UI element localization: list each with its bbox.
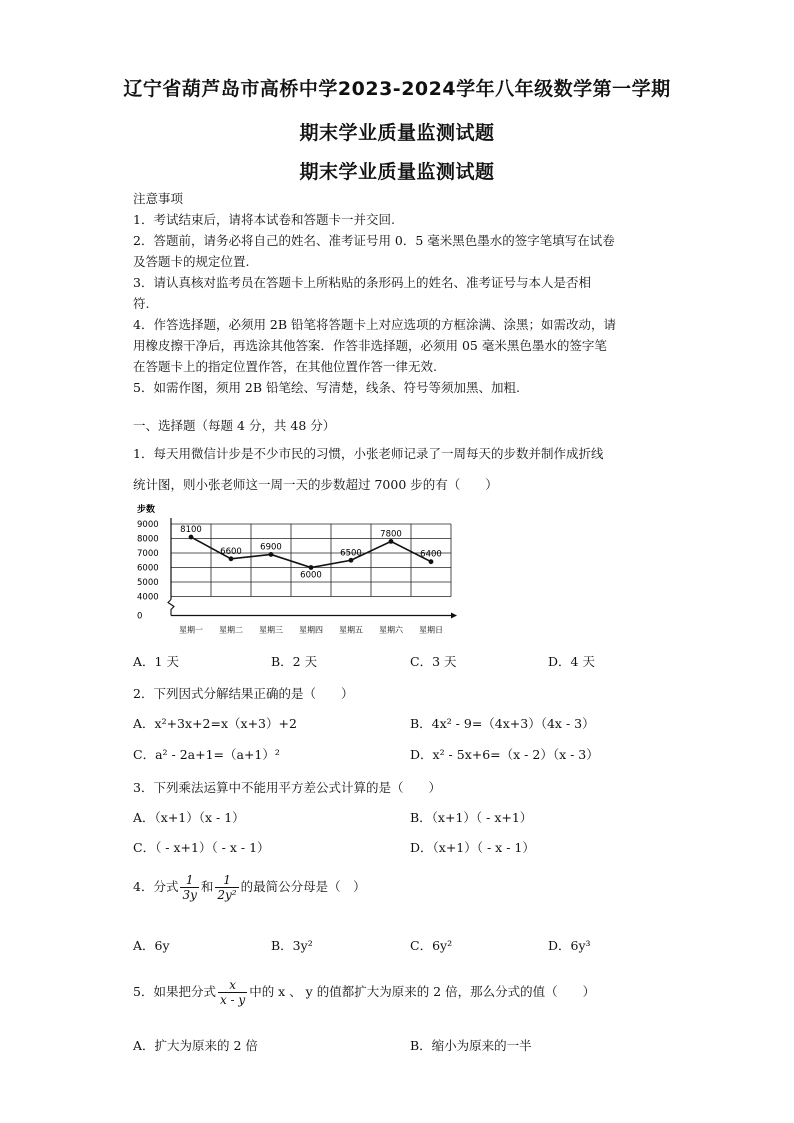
q3-option-c: C．（ - x+1）（ - x - 1） [133, 840, 270, 855]
chart-y-tick-label: 9000 [137, 520, 159, 530]
chart-x-tick-label: 星期六 [379, 625, 403, 635]
section-heading: 一、选择题（每题 4 分，共 48 分） [133, 418, 336, 433]
q3-option-d: D．（x+1）（ - x - 1） [410, 840, 535, 855]
q2-option-d: D．x² - 5x+6=（x - 2）（x - 3） [410, 747, 599, 762]
chart-axis-break [168, 600, 174, 616]
chart-data-label: 6900 [260, 542, 282, 553]
q5-option-b: B．缩小为原来的一半 [410, 1038, 532, 1053]
q2-option-c: C．a² - 2a+1=（a+1）² [133, 747, 280, 762]
chart-data-label: 8100 [180, 525, 202, 536]
chart-data-label: 6500 [340, 548, 362, 559]
chart-x-tick-label: 星期五 [339, 625, 363, 635]
chart-data-label: 6400 [420, 549, 442, 560]
q2-stem: 2．下列因式分解结果正确的是（ ） [133, 686, 354, 701]
q2-option-a: A．x²+3x+2=x（x+3）+2 [133, 716, 297, 731]
note-line: 在答题卡上的指定位置作答，在其他位置作答一律无效. [133, 359, 437, 374]
chart-x-tick-label: 星期一 [179, 625, 203, 635]
note-line: 用橡皮擦干净后，再选涂其他答案．作答非选择题，必须用 05 毫米黑色墨水的签字笔 [133, 338, 607, 353]
exam-title-line-2: 期末学业质量监测试题 [299, 122, 495, 144]
chart-data-point [269, 552, 274, 557]
note-line: 1．考试结束后，请将本试卷和答题卡一并交回. [133, 212, 395, 227]
note-line: 及答题卡的规定位置. [133, 254, 250, 269]
note-line: 5．如需作图，须用 2B 铅笔绘、写清楚，线条、符号等须加黑、加粗. [133, 380, 521, 395]
chart-data-point [309, 565, 314, 570]
q5-fraction [218, 978, 247, 1007]
q2-option-b: B．4x² - 9=（4x+3）（4x - 3） [410, 716, 595, 731]
chart-y-tick-label: 5000 [137, 578, 159, 588]
chart-y-tick-label: 8000 [137, 534, 159, 545]
chart-data-label: 6600 [220, 546, 242, 557]
q1-option-d: D．4 天 [548, 654, 595, 669]
chart-y-axis-label: 步数 [137, 505, 156, 515]
chart-y-tick-label: 7000 [137, 549, 159, 559]
chart-x-tick-label: 星期二 [219, 625, 243, 635]
q5-prefix: 5．如果把分式 [133, 984, 216, 999]
q3-option-a: A．（x+1）（x - 1） [133, 810, 245, 825]
chart-data-point [229, 556, 234, 561]
q4-option-d: D．6y³ [548, 938, 591, 953]
exam-title-line-3: 期末学业质量监测试题 [299, 161, 495, 183]
chart-x-tick-label: 星期三 [259, 625, 283, 635]
chart-data-point [189, 535, 194, 540]
note-line: 2．答题前，请务必将自己的姓名、准考证号用 0．5 毫米黑色墨水的签字笔填写在试卷 [133, 233, 615, 248]
q4-stem [133, 873, 366, 902]
q5-stem [133, 978, 595, 1007]
q4-fraction-2-denominator: 2y² [217, 888, 237, 902]
q5-suffix: 中的 x 、 y 的值都扩大为原来的 2 倍，那么分式的值（ ） [249, 984, 596, 999]
steps-line-chart [133, 500, 463, 645]
q3-option-b: B．（x+1）（ - x+1） [410, 810, 533, 825]
chart-data-label: 7800 [380, 529, 402, 540]
note-line: 3．请认真核对监考员在答题卡上所粘贴的条形码上的姓名、准考证号与本人是否相 [133, 275, 591, 290]
q1-option-b: B．2 天 [271, 654, 318, 669]
note-line: 符. [133, 296, 150, 311]
q4-option-c: C．6y² [410, 938, 453, 953]
q4-fraction-2 [215, 873, 238, 902]
q4-fraction-1-denominator: 3y [182, 888, 197, 902]
chart-x-tick-label: 星期日 [419, 625, 443, 635]
chart-y-tick-label: 0 [137, 611, 143, 622]
chart-x-axis-arrow [451, 613, 457, 619]
q1-option-c: C．3 天 [410, 654, 457, 669]
chart-y-tick-label: 4000 [137, 592, 159, 603]
q4-fraction-1-numerator: 1 [180, 873, 198, 888]
chart-data-label: 6000 [300, 570, 322, 581]
chart-data-point [389, 539, 394, 544]
q4-mid: 和 [200, 879, 214, 894]
chart-data-point [429, 559, 434, 564]
q4-fraction-1 [180, 873, 198, 902]
chart-y-tick-label: 6000 [137, 563, 159, 574]
q4-option-a: A．6y [133, 938, 170, 953]
q4-option-b: B．3y² [271, 938, 313, 953]
q5-fraction-denominator: x - y [219, 993, 246, 1007]
q5-fraction-numerator: x [218, 978, 247, 993]
q5-option-a: A．扩大为原来的 2 倍 [133, 1038, 258, 1053]
notes-heading: 注意事项 [133, 191, 184, 206]
q1-option-a: A．1 天 [133, 654, 179, 669]
q3-stem: 3．下列乘法运算中不能用平方差公式计算的是（ ） [133, 780, 441, 795]
q1-stem-line-1: 1．每天用微信计步是不少市民的习惯，小张老师记录了一周每天的步数并制作成折线 [133, 446, 604, 461]
q4-prefix: 4．分式 [133, 879, 179, 894]
chart-x-tick-label: 星期四 [299, 625, 323, 635]
q4-suffix: 的最简公分母是（ ） [240, 879, 366, 894]
chart-data-point [349, 558, 354, 563]
exam-title-line-1: 辽宁省葫芦岛市高桥中学2023-2024学年八年级数学第一学期 [123, 78, 671, 100]
q1-stem-line-2: 统计图，则小张老师这一周一天的步数超过 7000 步的有（ ） [133, 477, 498, 492]
note-line: 4．作答选择题，必须用 2B 铅笔将答题卡上对应选项的方框涂满、涂黑；如需改动，请 [133, 317, 617, 332]
q4-fraction-2-numerator: 1 [215, 873, 238, 888]
chart-svg [133, 500, 463, 645]
